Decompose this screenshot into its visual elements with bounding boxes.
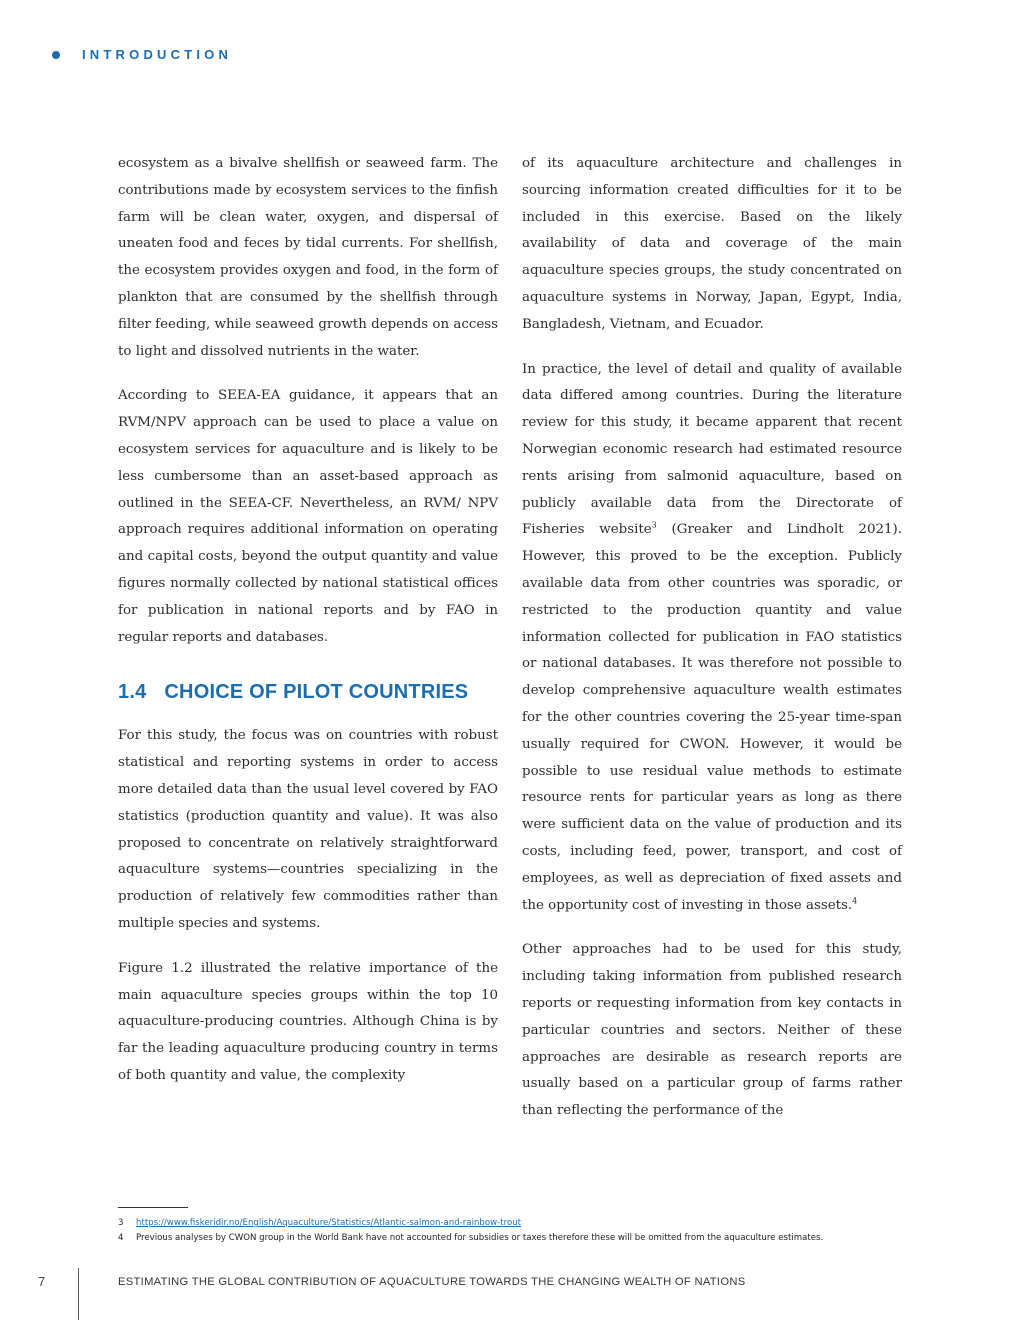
paragraph-text: (Greaker and Lindholt 2021). However, this proved to be the exception. Publicly available data from other countries was sporadic, or restricted to the production quantity and value information collected for publication in FAO statistics or national databases. It was therefore not possible to develop comprehensive aquaculture wealth estimates for the other countries covering the 25-year time-span usually required for CWON. However, it would be possible to use residual value methods to estimate resource rents for particular years as long as there were sufficient data on the value of production and its costs, including feed, power, transport, and cost of employees, as well as depreciation of fixed assets and the opportunity cost of investing in those assets.: [522, 522, 902, 913]
footnote-ref[interactable]: 3: [651, 520, 657, 530]
left-column: [118, 151, 498, 1108]
footnote-link[interactable]: https://www.fiskeridir.no/English/Aquaculture/Statistics/Atlantic-salmon-and-rainbow-trout: [136, 1218, 522, 1228]
footnotes: [118, 1216, 823, 1246]
section-number: 1.4: [118, 681, 147, 704]
footer-divider: [78, 1268, 79, 1320]
footnote-text: Previous analyses by CWON group in the World Bank have not accounted for subsidies or taxes therefore these will be omitted from the aquaculture estimates.: [136, 1233, 824, 1243]
paragraph: [522, 357, 902, 920]
footnote-number: 3: [118, 1218, 124, 1228]
footnote-number: 4: [118, 1233, 124, 1243]
paragraph: of its aquaculture architecture and challenges in sourcing information created difficulties for it to be included in this exercise. Based on the likely availability of data and coverage of the main aquaculture species groups, the study concentrated on aquaculture systems in Norway, Japan, Egypt, India, Bangladesh, Vietnam, and Ecuador.: [522, 156, 902, 332]
paragraph-text: In practice, the level of detail and quality of available data differed among countries. During the literature review for this study, it became apparent that recent Norwegian economic research had estimated resource rents arising from salmonid aquaculture, based on publicly available data from the Directorate of Fisheries website: [522, 361, 902, 538]
section-label: INTRODUCTION: [82, 47, 233, 62]
paragraph: According to SEEA-EA guidance, it appears that an RVM/NPV approach can be used to place a value on ecosystem services for aquaculture and is likely to be less cumbersome than an asset-based approach as outlined in the SEEA-CF. Nevertheless, an RVM/ NPV approach requires additional information on operating and capital costs, beyond the output quantity and value figures normally collected by national statistical offices for publication in national reports and by FAO in regular reports and databases.: [118, 388, 498, 645]
page-number: 7: [38, 1274, 46, 1289]
running-head: [52, 47, 232, 62]
paragraph: Figure 1.2 illustrated the relative importance of the main aquaculture species groups within the top 10 aquaculture-producing countries. Although China is by far the leading aquaculture producing country in terms of both quantity and value, the complexity: [118, 960, 498, 1083]
footnote-ref[interactable]: 4: [852, 896, 858, 906]
section-title: CHOICE OF PILOT COUNTRIES: [164, 681, 469, 704]
footnote: [118, 1216, 823, 1231]
footnote-divider: [118, 1207, 188, 1208]
section-heading: [118, 677, 498, 707]
document-title: ESTIMATING THE GLOBAL CONTRIBUTION OF AQUACULTURE TOWARDS THE CHANGING WEALTH OF NATIONS: [118, 1276, 746, 1288]
bullet-icon: [52, 51, 60, 59]
footnote: [118, 1231, 823, 1246]
right-column: [522, 151, 902, 1143]
paragraph: For this study, the focus was on countries with robust statistical and reporting systems in order to access more detailed data than the usual level covered by FAO statistics (production quantity and value). It was also proposed to concentrate on relatively straightforward aquaculture systems—countries specializing in the production of relatively few commodities rather than multiple species and systems.: [118, 728, 498, 931]
paragraph: ecosystem as a bivalve shellfish or seaweed farm. The contributions made by ecosystem services to the finfish farm will be clean water, oxygen, and dispersal of uneaten food and feces by tidal currents. For shellfish, the ecosystem provides oxygen and food, in the form of plankton that are consumed by the shellfish through filter feeding, while seaweed growth depends on access to light and dissolved nutrients in the water.: [118, 156, 498, 359]
paragraph: Other approaches had to be used for this study, including taking information from published research reports or requesting information from key contacts in particular countries and sectors. Neither of these approaches are desirable as research reports are usually based on a particular group of farms rather than reflecting the performance of the: [522, 942, 902, 1119]
